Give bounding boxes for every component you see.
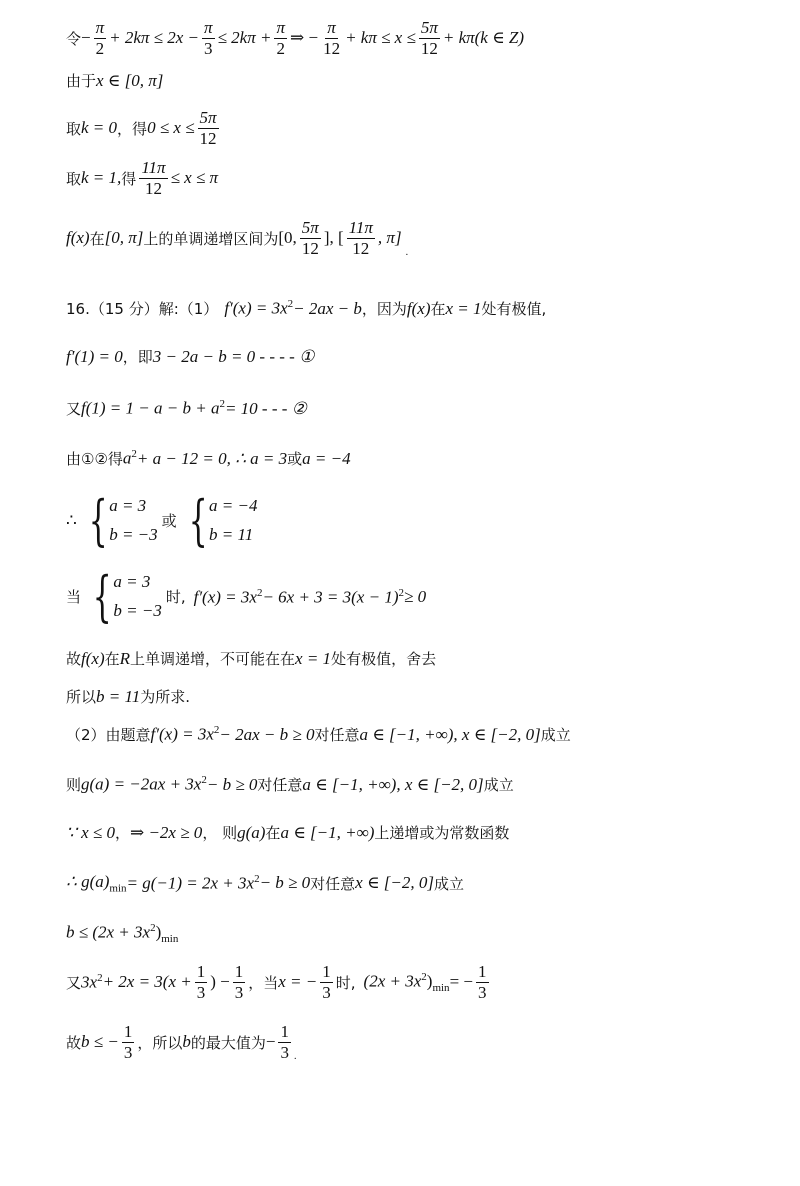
math: R [119, 648, 131, 668]
text: 上单调递增，不可能在在 [130, 650, 296, 668]
equation-system: { a = −4 b = 11 [188, 488, 258, 552]
math: ≤ 2kπ + [217, 28, 272, 48]
math: ∵ x ≤ 0 [66, 822, 115, 842]
line-11 [66, 564, 427, 628]
math: − b ≥ 0 [206, 774, 258, 794]
fraction: $\frac{\pi}{12}$ [323, 18, 341, 58]
text: 对任意 [314, 726, 360, 744]
math: − b ≥ 0 [259, 873, 311, 893]
math: $(2x + 3x^2)_{min}$ [363, 970, 450, 994]
text: 为所求. [140, 688, 191, 706]
text: 故 [66, 650, 82, 668]
math: ≥ 0 [404, 586, 427, 606]
math: [0, π] [104, 228, 144, 248]
text: 或 [161, 512, 177, 531]
text: ， [114, 824, 130, 842]
text: 成立 [540, 726, 571, 744]
math: + kπ(k ∈ Z) [442, 28, 525, 48]
math: = 10 - - - ② [224, 398, 307, 418]
text: 又 [66, 400, 82, 418]
line-7 [66, 346, 314, 367]
text: 或 [287, 450, 303, 468]
math: x = 1 [295, 648, 332, 668]
text: 取 [66, 119, 82, 138]
math: k = 0 [81, 118, 118, 138]
fraction: $\frac{5\pi}{12}$ [199, 108, 217, 148]
line-3 [66, 108, 222, 148]
text: 令 [66, 29, 82, 48]
math: f(x) [81, 648, 105, 668]
math: $a^2$ [122, 448, 137, 468]
text: 对任意 [310, 874, 356, 893]
math: b ≤ − [81, 1032, 119, 1052]
fraction: $\frac{\pi}{3}$ [204, 18, 213, 58]
math: ≤ x ≤ π [170, 168, 219, 188]
text: 由于 [66, 72, 97, 90]
fraction: $\frac{1}{3}$ [280, 1022, 289, 1062]
math: b = 11 [96, 686, 141, 706]
math: x = − [278, 972, 318, 992]
fraction: $\frac{1}{3}$ [234, 962, 244, 1002]
line-14 [66, 724, 571, 745]
math: ∴ $g(a)_{min}$ [66, 872, 127, 895]
fraction: $\frac{1}{3}$ [322, 962, 331, 1002]
text: 由①②得 [66, 450, 123, 468]
math: + a − 12 = 0, ∴ a = 3 [136, 448, 288, 468]
line-1 [66, 18, 524, 58]
text: 又 [66, 973, 82, 992]
text: 当 [66, 588, 82, 607]
fraction: $\frac{1}{3}$ [478, 962, 487, 1002]
math: + kπ ≤ x ≤ [345, 28, 416, 48]
text: 时, [165, 588, 186, 607]
text: 处有极值，舍去 [331, 650, 437, 668]
text: 的最大值为 [190, 1033, 266, 1052]
math: ) − [210, 972, 230, 992]
math: − 2ax − b ≥ 0 [219, 724, 315, 744]
math: − 2ax − b [293, 298, 362, 318]
line-15 [66, 774, 514, 795]
math: , π] [377, 228, 402, 248]
math: $f(1) = 1 - a - b + a^2$ [81, 398, 225, 418]
text: 时, [335, 973, 356, 992]
math: 3 − 2a − b = 0 - - - - ① [152, 346, 315, 366]
math: [0, [278, 228, 297, 248]
text: ， 则 [202, 824, 238, 842]
math: g(a) [237, 822, 266, 842]
text: 16.（15 分）解:（1） [66, 300, 219, 318]
fraction: $\frac{5\pi}{12}$ [301, 218, 319, 258]
text: 上的单调递增区间为 [143, 229, 279, 248]
fraction: $\frac{1}{3}$ [196, 962, 206, 1002]
math: x = 1 [445, 298, 482, 318]
line-5 [66, 218, 408, 258]
math: $f'(x) = 3x^2$ [224, 298, 294, 318]
math: − [265, 1032, 276, 1052]
line-8 [66, 398, 307, 419]
fraction: $\frac{1}{3}$ [123, 1022, 133, 1062]
line-20 [66, 1022, 296, 1062]
math: − [81, 28, 91, 48]
text: 成立 [483, 776, 514, 794]
fraction: $\frac{11\pi}{12}$ [141, 158, 166, 198]
line-6 [66, 298, 546, 319]
line-9 [66, 448, 351, 469]
text: 则 [66, 776, 82, 794]
line-17 [66, 872, 464, 894]
math: b [182, 1032, 191, 1052]
equation-system: { a = 3 b = −3 [88, 488, 158, 552]
text: 上递增或为常数函数 [374, 824, 510, 842]
text: 所以 [66, 688, 97, 706]
text: （2）由题意 [66, 726, 151, 744]
math: a ∈ [−1, +∞), x ∈ [−2, 0] [359, 724, 541, 744]
math: ∴ [66, 510, 77, 530]
text: ，即 [122, 348, 153, 366]
text: 成立 [434, 874, 465, 893]
fraction: $\frac{5\pi}{12}$ [420, 18, 438, 58]
text: 取 [66, 169, 82, 188]
text: ，因为 [361, 300, 407, 318]
line-4 [66, 158, 218, 198]
math: − $6x + 3 = 3(x - 1)^2$ [262, 586, 404, 607]
fraction: $\frac{\pi}{2}$ [276, 18, 285, 58]
line-16 [66, 822, 509, 843]
equation-system: { a = 3 b = −3 [92, 564, 162, 628]
line-2 [66, 70, 163, 91]
math: a ∈ [−1, +∞) [280, 822, 375, 842]
text: ，当 [248, 973, 279, 992]
math: $3x^2$ [81, 971, 103, 992]
fraction: $\frac{\pi}{2}$ [95, 18, 105, 58]
line-19 [66, 962, 492, 1002]
math: ⇒ − [289, 28, 319, 48]
text: 在 [265, 824, 281, 842]
fraction: $\frac{11\pi}{12}$ [348, 218, 373, 258]
text: 得 [121, 169, 137, 188]
text: 处有极值, [481, 300, 547, 318]
math: $g(a) = -2ax + 3x^2$ [81, 774, 207, 794]
math: f(x) [66, 228, 90, 248]
math: a ∈ [−1, +∞), x ∈ [−2, 0] [302, 774, 484, 794]
math: = − [449, 972, 473, 992]
text: 故 [66, 1033, 82, 1052]
math: $b \le (2x + 3x^2)_{min}$ [66, 922, 179, 946]
line-10 [66, 488, 261, 552]
math: k = 1, [81, 168, 122, 188]
math: ⇒ −2x ≥ 0 [129, 822, 203, 842]
line-18 [66, 922, 178, 945]
math: f(x) [406, 298, 431, 318]
math: a = −4 [302, 448, 351, 468]
math: x ∈ [0, π] [96, 70, 164, 90]
math: + 2x = 3(x + [102, 972, 192, 992]
math: $f'(x) = 3x^2$ [193, 586, 263, 607]
math: $f'(x) = 3x^2$ [150, 724, 220, 744]
text: 在 [104, 650, 120, 668]
line-13 [66, 686, 190, 707]
text: 在 [89, 229, 105, 248]
text: ，得 [117, 119, 148, 138]
math: x ∈ [−2, 0] [355, 873, 434, 893]
math: = $g(-1) = 2x + 3x^2$ [126, 872, 260, 893]
math: f′(1) = 0 [66, 346, 123, 366]
text: ，所以 [137, 1033, 183, 1052]
math: . [293, 1051, 297, 1063]
text: 对任意 [257, 776, 303, 794]
math: ], [ [323, 228, 344, 248]
text: 在 [430, 300, 446, 318]
math: + 2kπ ≤ 2x − [109, 28, 200, 48]
math: . [405, 247, 409, 259]
math: 0 ≤ x ≤ [147, 118, 195, 138]
line-12 [66, 648, 436, 669]
